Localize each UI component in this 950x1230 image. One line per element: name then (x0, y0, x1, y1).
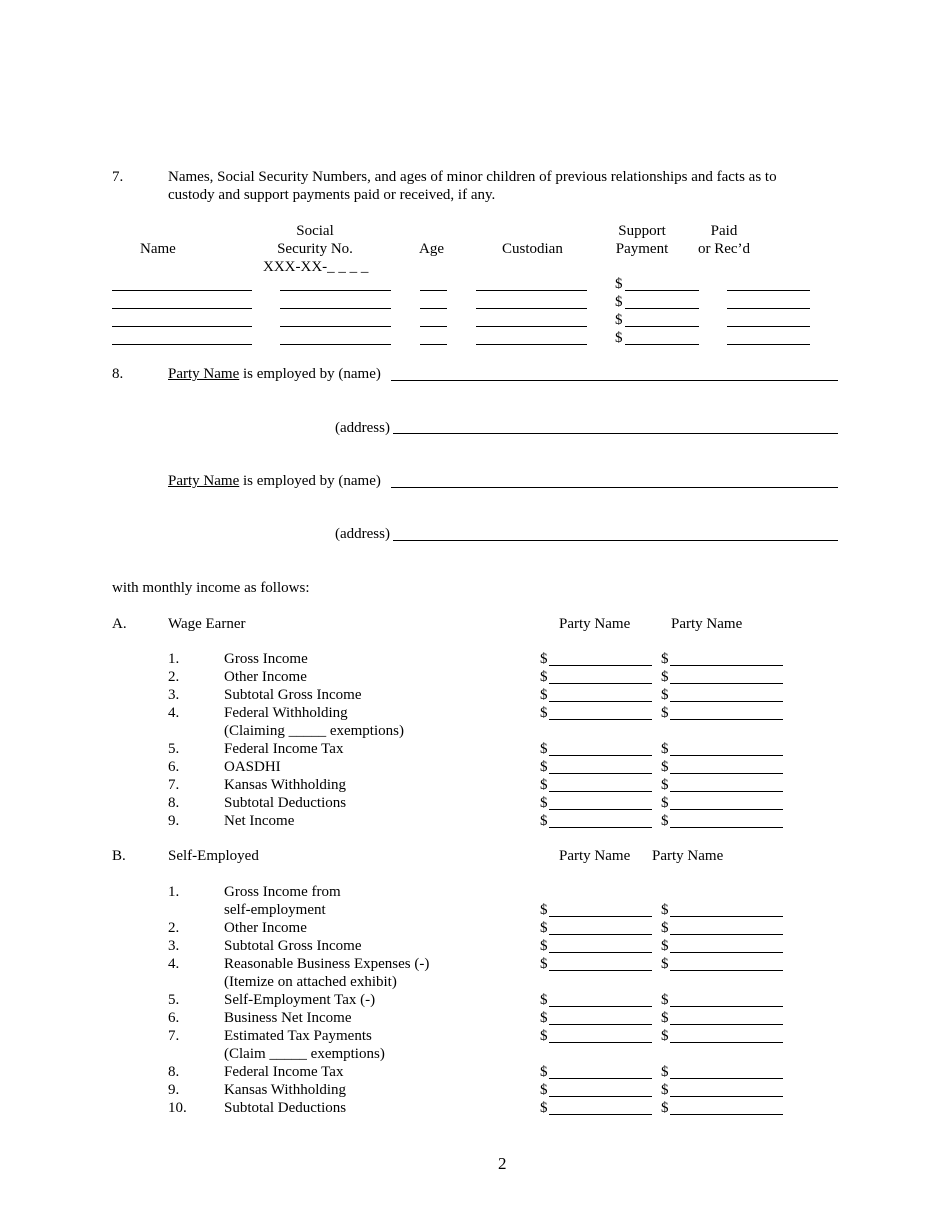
party-2-amount-field[interactable] (670, 970, 783, 971)
support-dollar-sign: $ (615, 276, 623, 292)
item-number: 9. (168, 1082, 180, 1098)
party-2-amount-field[interactable] (670, 1078, 783, 1079)
dollar-sign: $ (540, 705, 548, 721)
employed-by-label-2: is employed by (name) (239, 473, 381, 489)
monthly-income-label: with monthly income as follows: (112, 580, 310, 596)
party-1-amount-field[interactable] (549, 683, 652, 684)
dollar-sign: $ (540, 920, 548, 936)
item-number: 8. (168, 795, 180, 811)
employer-2-name-field[interactable] (391, 487, 838, 488)
dollar-sign: $ (540, 741, 548, 757)
child-age-field[interactable] (420, 344, 447, 345)
item-number: 1. (168, 651, 180, 667)
dollar-sign: $ (661, 1082, 669, 1098)
party-1-amount-field[interactable] (549, 791, 652, 792)
dollar-sign: $ (661, 651, 669, 667)
party-2-amount-field[interactable] (670, 809, 783, 810)
party-1-amount-field[interactable] (549, 773, 652, 774)
dollar-sign: $ (661, 795, 669, 811)
child-name-field[interactable] (112, 344, 252, 345)
item-label: Gross Income (224, 651, 308, 667)
dollar-sign: $ (661, 741, 669, 757)
item-number: 3. (168, 938, 180, 954)
dollar-sign: $ (661, 1010, 669, 1026)
item-label: (Claim _____ exemptions) (224, 1046, 385, 1062)
child-custodian-field[interactable] (476, 344, 587, 345)
support-dollar-sign: $ (615, 312, 623, 328)
support-payment-field[interactable] (625, 308, 699, 309)
item-label: (Itemize on attached exhibit) (224, 974, 397, 990)
section-a-col2-header: Party Name (671, 616, 743, 632)
employer-1-address-field[interactable] (393, 433, 838, 434)
dollar-sign: $ (540, 777, 548, 793)
party-2-amount-field[interactable] (670, 934, 783, 935)
party-1-amount-field[interactable] (549, 1024, 652, 1025)
party-1-amount-field[interactable] (549, 970, 652, 971)
header-support-line2: Payment (615, 241, 669, 257)
header-paid-line1: Paid (710, 223, 738, 239)
dollar-sign: $ (661, 1028, 669, 1044)
item-number: 4. (168, 956, 180, 972)
party-1-amount-field[interactable] (549, 952, 652, 953)
party-2-amount-field[interactable] (670, 1042, 783, 1043)
paid-received-field[interactable] (727, 308, 810, 309)
item-label: Kansas Withholding (224, 1082, 347, 1098)
party-1-amount-field[interactable] (549, 755, 652, 756)
section-7-text-line2: custody and support payments paid or received, if any. (168, 187, 496, 203)
dollar-sign: $ (540, 759, 548, 775)
dollar-sign: $ (661, 813, 669, 829)
address-label-2: (address) (335, 526, 390, 542)
item-label: Reasonable Business Expenses (-) (224, 956, 430, 972)
header-paid-line2: or Rec’d (697, 241, 751, 257)
child-ssn-field[interactable] (280, 344, 391, 345)
child-name-field[interactable] (112, 290, 252, 291)
item-label: (Claiming _____ exemptions) (224, 723, 404, 739)
party-2-amount-field[interactable] (670, 1096, 783, 1097)
dollar-sign: $ (661, 777, 669, 793)
party-2-amount-field[interactable] (670, 1024, 783, 1025)
item-label: Subtotal Deductions (224, 1100, 347, 1116)
item-label: Subtotal Gross Income (224, 687, 362, 703)
party-2-amount-field[interactable] (670, 952, 783, 953)
dollar-sign: $ (540, 1100, 548, 1116)
item-label: Subtotal Deductions (224, 795, 347, 811)
item-label: Subtotal Gross Income (224, 938, 362, 954)
child-ssn-field[interactable] (280, 308, 391, 309)
party-2-amount-field[interactable] (670, 719, 783, 720)
party-2-amount-field[interactable] (670, 916, 783, 917)
dollar-sign: $ (661, 1100, 669, 1116)
header-ssn-line2: Security No. (277, 241, 353, 257)
item-label: Gross Income from (224, 884, 341, 900)
dollar-sign: $ (540, 956, 548, 972)
section-b-letter: B. (112, 848, 126, 864)
item-number: 7. (168, 1028, 180, 1044)
party-1-amount-field[interactable] (549, 1114, 652, 1115)
item-number: 4. (168, 705, 180, 721)
dollar-sign: $ (540, 1028, 548, 1044)
party-1-amount-field[interactable] (549, 809, 652, 810)
item-label: OASDHI (224, 759, 281, 775)
item-number: 6. (168, 1010, 180, 1026)
item-number: 10. (168, 1100, 187, 1116)
item-number: 2. (168, 669, 180, 685)
party-1-amount-field[interactable] (549, 701, 652, 702)
item-number: 7. (168, 777, 180, 793)
employer-1-line (168, 365, 381, 383)
dollar-sign: $ (661, 938, 669, 954)
section-8-number: 8. (112, 366, 124, 382)
child-name-field[interactable] (112, 308, 252, 309)
header-support-line1: Support (618, 223, 666, 239)
section-7-text-line1: Names, Social Security Numbers, and ages of minor children of previous relationships and facts as to (168, 169, 777, 185)
employer-1-name-field[interactable] (391, 380, 838, 381)
section-b-col1-header: Party Name (559, 848, 631, 864)
party-2-amount-field[interactable] (670, 755, 783, 756)
party-2-amount-field[interactable] (670, 1006, 783, 1007)
employer-2-address-field[interactable] (393, 540, 838, 541)
support-payment-field[interactable] (625, 326, 699, 327)
party-2-amount-field[interactable] (670, 827, 783, 828)
child-custodian-field[interactable] (476, 326, 587, 327)
section-a-title: Wage Earner (168, 616, 246, 632)
dollar-sign: $ (661, 669, 669, 685)
support-payment-field[interactable] (625, 344, 699, 345)
dollar-sign: $ (540, 902, 548, 918)
section-b-col2-header: Party Name (652, 848, 724, 864)
item-number: 9. (168, 813, 180, 829)
item-number: 6. (168, 759, 180, 775)
dollar-sign: $ (661, 1064, 669, 1080)
employer-2-line (168, 472, 381, 490)
page-number: 2 (498, 1154, 507, 1173)
party-name-1: Party Name (168, 366, 240, 382)
dollar-sign: $ (661, 956, 669, 972)
child-age-field[interactable] (420, 308, 447, 309)
paid-received-field[interactable] (727, 344, 810, 345)
item-label: Business Net Income (224, 1010, 352, 1026)
header-ssn-line1: Social (296, 223, 334, 239)
header-ssn-line3: XXX-XX-_ _ _ _ (263, 259, 369, 275)
item-label: Federal Withholding (224, 705, 348, 721)
party-1-amount-field[interactable] (549, 665, 652, 666)
item-label: Net Income (224, 813, 295, 829)
paid-received-field[interactable] (727, 326, 810, 327)
section-a-col1-header: Party Name (559, 616, 631, 632)
header-age: Age (419, 241, 444, 257)
dollar-sign: $ (661, 705, 669, 721)
item-number: 3. (168, 687, 180, 703)
header-name: Name (140, 241, 176, 257)
party-2-amount-field[interactable] (670, 1114, 783, 1115)
party-1-amount-field[interactable] (549, 934, 652, 935)
section-7-number: 7. (112, 169, 124, 185)
dollar-sign: $ (540, 687, 548, 703)
dollar-sign: $ (540, 669, 548, 685)
party-2-amount-field[interactable] (670, 683, 783, 684)
support-payment-field[interactable] (625, 290, 699, 291)
child-name-field[interactable] (112, 326, 252, 327)
dollar-sign: $ (661, 992, 669, 1008)
dollar-sign: $ (661, 759, 669, 775)
dollar-sign: $ (540, 813, 548, 829)
item-label: Other Income (224, 669, 307, 685)
item-number: 2. (168, 920, 180, 936)
dollar-sign: $ (540, 795, 548, 811)
party-name-2: Party Name (168, 473, 240, 489)
dollar-sign: $ (661, 687, 669, 703)
child-ssn-field[interactable] (280, 326, 391, 327)
party-2-amount-field[interactable] (670, 701, 783, 702)
party-1-amount-field[interactable] (549, 719, 652, 720)
section-b-title: Self-Employed (168, 848, 259, 864)
party-1-amount-field[interactable] (549, 827, 652, 828)
dollar-sign: $ (540, 1010, 548, 1026)
item-label: Other Income (224, 920, 307, 936)
child-age-field[interactable] (420, 290, 447, 291)
item-label: Federal Income Tax (224, 1064, 344, 1080)
item-label: Federal Income Tax (224, 741, 344, 757)
item-label: Estimated Tax Payments (224, 1028, 372, 1044)
item-label: self-employment (224, 902, 326, 918)
child-custodian-field[interactable] (476, 290, 587, 291)
child-age-field[interactable] (420, 326, 447, 327)
support-dollar-sign: $ (615, 294, 623, 310)
party-2-amount-field[interactable] (670, 791, 783, 792)
header-custodian: Custodian (502, 241, 563, 257)
child-ssn-field[interactable] (280, 290, 391, 291)
item-label: Kansas Withholding (224, 777, 347, 793)
section-a-letter: A. (112, 616, 127, 632)
party-1-amount-field[interactable] (549, 1096, 652, 1097)
dollar-sign: $ (540, 938, 548, 954)
paid-received-field[interactable] (727, 290, 810, 291)
dollar-sign: $ (661, 920, 669, 936)
item-label: Self-Employment Tax (-) (224, 992, 376, 1008)
dollar-sign: $ (540, 651, 548, 667)
party-2-amount-field[interactable] (670, 773, 783, 774)
item-number: 5. (168, 741, 180, 757)
dollar-sign: $ (540, 992, 548, 1008)
address-label-1: (address) (335, 420, 390, 436)
item-number: 1. (168, 884, 180, 900)
support-dollar-sign: $ (615, 330, 623, 346)
dollar-sign: $ (661, 902, 669, 918)
party-1-amount-field[interactable] (549, 916, 652, 917)
dollar-sign: $ (540, 1064, 548, 1080)
child-custodian-field[interactable] (476, 308, 587, 309)
party-1-amount-field[interactable] (549, 1078, 652, 1079)
party-2-amount-field[interactable] (670, 665, 783, 666)
dollar-sign: $ (540, 1082, 548, 1098)
item-number: 8. (168, 1064, 180, 1080)
item-number: 5. (168, 992, 180, 1008)
party-1-amount-field[interactable] (549, 1006, 652, 1007)
party-1-amount-field[interactable] (549, 1042, 652, 1043)
employed-by-label-1: is employed by (name) (239, 366, 381, 382)
